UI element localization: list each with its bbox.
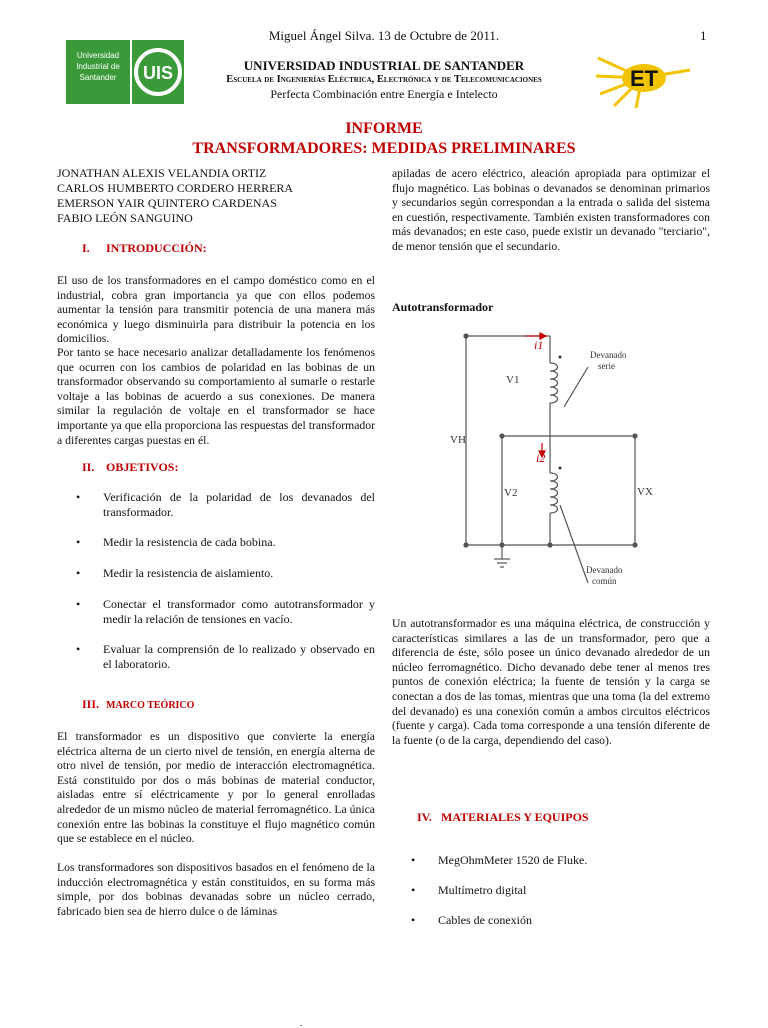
label-common-2: común xyxy=(592,576,617,586)
logo-text-line-1: Universidad xyxy=(76,51,120,60)
e3t-logo xyxy=(596,48,692,108)
theory-paragraph-1: El transformador es un dispositivo que convierte la energía eléctrica alterna de un cierto nivel de tensión, en energía alterna de otro nivel de tensión, por medio de interacción electromagnética. Está constituido por dos o más bobinas de material conductor, aisladas entre sí eléctricamente y por lo general enrolladas alrededor de un mismo núcleo de material ferromagnético. La única conexión entre las bobinas la constituye el flujo magnético común que se establece en el núcleo. xyxy=(57,730,375,846)
label-v1: V1 xyxy=(506,374,520,386)
author: JONATHAN ALEXIS VELANDIA ORTIZ xyxy=(57,166,267,180)
materials-list xyxy=(392,853,710,928)
svg-text:ET: ET xyxy=(629,66,659,91)
school-name: Escuela de Ingenierías Eléctrica, Electrónica y de Telecomunicaciones xyxy=(226,74,542,85)
page-number: 1 xyxy=(700,28,707,43)
objectives-list xyxy=(57,490,375,672)
label-series-2: serie xyxy=(598,361,615,371)
intro-paragraph-2: Por tanto se hace necesario analizar detalladamente los fenómenos que ocurren con los cambios de polaridad en las bobinas de un transformador observando su comportamiento al sumarle o restarle voltaje a las bobinas de acuerdo a sus conexiones. De manera similar la regulación de voltaje en el transformador se hace importante ya que ella proporciona las respuestas del transformador a diferentes cargas puestas en él. xyxy=(57,346,375,447)
section-heading-materials xyxy=(417,810,589,825)
section-title: MARCO TEÓRICO xyxy=(106,700,195,711)
logo-text-line-2: Industrial de xyxy=(76,62,120,71)
author-list xyxy=(57,166,377,226)
label-vh: VH xyxy=(450,434,466,446)
autotransformer-diagram xyxy=(440,325,660,597)
school-tagline: Perfecta Combinación entre Energía e Intelecto xyxy=(270,87,498,101)
section-number: I. xyxy=(82,241,90,255)
footer-mark: . xyxy=(300,1018,303,1028)
section-title: INTRODUCCIÓN: xyxy=(106,241,207,255)
author: FABIO LEÓN SANGUINO xyxy=(57,211,193,225)
section-heading-theory xyxy=(82,697,194,712)
author: EMERSON YAIR QUINTERO CARDENAS xyxy=(57,196,277,210)
list-item: • Medir la resistencia de cada bobina. xyxy=(57,535,375,550)
series-coil xyxy=(550,363,558,403)
section-heading-objectives xyxy=(82,460,178,475)
list-item: • Medir la resistencia de aislamiento. xyxy=(57,566,375,581)
section-number: II. xyxy=(82,460,95,474)
logo-text-line-3: Santander xyxy=(79,73,117,82)
label-common-1: Devanado xyxy=(586,565,623,575)
label-series-1: Devanado xyxy=(590,350,627,360)
university-name: UNIVERSIDAD INDUSTRIAL DE SANTANDER xyxy=(243,58,525,73)
theory-continuation: apiladas de acero eléctrico, aleación apropiada para optimizar el flujo magnético. Las bobinas o devanados se denominan primarios y secundarios según correspondan a la entrada o salida del sistema en cuestión, respectivamente. También existen transformadores con más devanados; en este caso, puede existir un devanado "terciario", de menor tensión que el secundario. xyxy=(392,167,710,253)
section-title: OBJETIVOS: xyxy=(106,460,179,474)
label-i1: i1 xyxy=(534,338,544,352)
list-item: • Evaluar la comprensión de lo realizado y observado en el laboratorio. xyxy=(57,642,375,672)
author: CARLOS HUMBERTO CORDERO HERRERA xyxy=(57,181,294,195)
label-i2: i2 xyxy=(536,451,546,465)
running-header: Miguel Ángel Silva. 13 de Octubre de 2011. xyxy=(268,28,500,43)
section-number: III. xyxy=(82,697,100,711)
section-title: MATERIALES Y EQUIPOS xyxy=(441,810,589,824)
list-item: • Multímetro digital xyxy=(392,883,710,898)
intro-paragraph-1: El uso de los transformadores en el campo doméstico como en el industrial, cobra gran importancia ya que con ellos podemos aumentar la tensión para transmitir potencia de una manera más económica y luego disminuirla para distribuir la potencia en los domicilios. xyxy=(57,274,375,346)
report-title: INFORME xyxy=(345,120,423,137)
label-v2: V2 xyxy=(504,487,518,499)
common-coil xyxy=(550,473,558,513)
theory-paragraph-2: Los transformadores son dispositivos basados en el fenómeno de la inducción electromagnética y están constituidos, en su forma más simple, por dos bobinas devanadas sobre un núcleo cerrado, fabricado bien sea de hierro dulce o de láminas xyxy=(57,861,375,918)
autotransformer-heading: Autotransformador xyxy=(392,300,494,314)
section-heading-intro xyxy=(82,241,207,256)
list-item: • Verificación de la polaridad de los devanados del transformador. xyxy=(57,490,375,520)
list-item: • Cables de conexión xyxy=(392,913,710,928)
section-number: IV. xyxy=(417,810,432,824)
list-item: • Conectar el transformador como autotransformador y medir la relación de tensiones en vacío. xyxy=(57,597,375,627)
list-item: • MegOhmMeter 1520 de Fluke. xyxy=(392,853,710,868)
logo-mark-text: UIS xyxy=(142,63,174,83)
label-vx: VX xyxy=(637,486,653,498)
report-subtitle: TRANSFORMADORES: MEDIDAS PRELIMINARES xyxy=(192,140,576,157)
autotransformer-paragraph: Un autotransformador es una máquina eléctrica, de construcción y características similares a las de un transformador, pero que a diferencia de éste, sólo posee un único devanado alrededor de un núcleo ferromagnético. Dicho devanado debe tener al menos tres puntos de conexión eléctrica; la fuente de tensión y la carga se conectan a dos de las tomas, mientras que una toma (la del extremo del devanado) es una conexión común a ambos circuitos eléctricos (fuente y carga). Cada toma corresponde a una tensión diferente de la fuente (o de la carga, dependiendo del caso). xyxy=(392,617,710,747)
